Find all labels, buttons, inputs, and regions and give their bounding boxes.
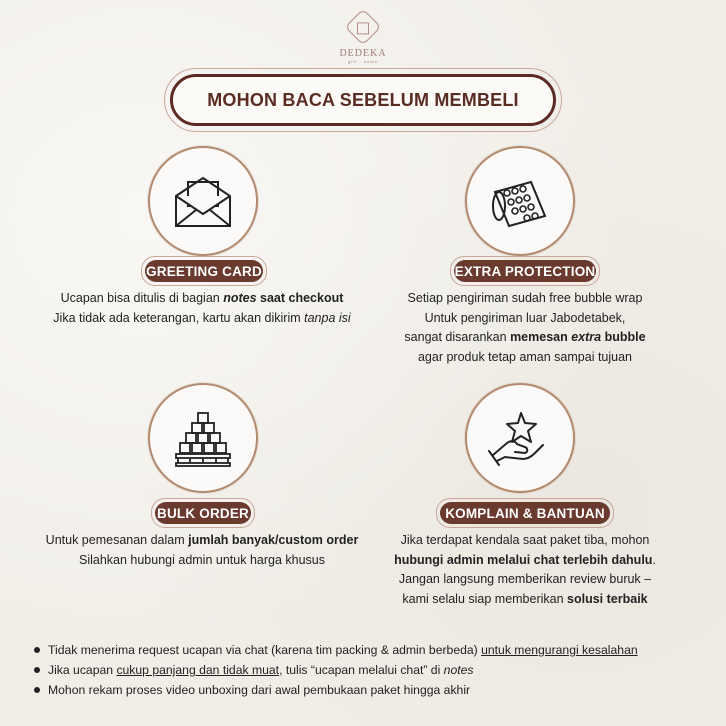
- complaint-icon-circle: [465, 383, 575, 493]
- complaint-line-1: Jika terdapat kendala saat paket tiba, mohon: [400, 533, 650, 547]
- protection-line-2: Untuk pengiriman luar Jabodetabek,: [424, 310, 626, 325]
- list-item: Tidak menerima request ucapan via chat (karena tim packing & admin berbeda) untuk mengurangi kesalahan: [34, 640, 714, 660]
- hand-star-icon: [485, 403, 555, 473]
- boxes-pallet-icon: [168, 403, 238, 473]
- greeting-card-description: [22, 289, 382, 328]
- protection-line-4: agar produk tetap aman sampai tujuan: [417, 349, 633, 364]
- logo-tagline: gift · home: [348, 59, 378, 64]
- greeting-line-1: Ucapan bisa ditulis di bagian notes saat checkout: [60, 291, 344, 305]
- notes-list: [34, 640, 714, 700]
- complaint-line-4: kami selalu siap memberikan solusi terbaik: [402, 591, 648, 606]
- extra-protection-icon-circle: [465, 146, 575, 256]
- bulk-order-description: [22, 531, 382, 570]
- envelope-icon: [168, 166, 238, 236]
- bulk-order-icon-circle: [148, 383, 258, 493]
- title-banner: [170, 74, 556, 126]
- greeting-card-label: GREETING CARD: [145, 260, 263, 282]
- list-item: Mohon rekam proses video unboxing dari awal pembukaan paket hingga akhir: [34, 680, 714, 700]
- brand-logo: [337, 10, 389, 64]
- protection-line-1: Setiap pengiriman sudah free bubble wrap: [407, 291, 643, 305]
- bulk-line-1: Untuk pemesanan dalam jumlah banyak/custom order: [45, 533, 359, 547]
- bubble-wrap-icon: [485, 166, 555, 236]
- bulk-order-label: BULK ORDER: [155, 502, 251, 524]
- logo-name: DEDEKA: [339, 48, 387, 59]
- greeting-card-icon-circle: [148, 146, 258, 256]
- complaint-line-2: hubungi admin melalui chat terlebih dahulu.: [394, 552, 656, 567]
- list-item: Jika ucapan cukup panjang dan tidak muat, tulis “ucapan melalui chat” di notes: [34, 660, 714, 680]
- complaint-line-3: Jangan langsung memberikan review buruk –: [398, 572, 652, 586]
- extra-protection-label: EXTRA PROTECTION: [454, 260, 596, 282]
- page-title: MOHON BACA SEBELUM MEMBELI: [207, 89, 519, 110]
- complaint-label: KOMPLAIN & BANTUAN: [440, 502, 610, 524]
- extra-protection-description: [350, 289, 700, 367]
- bulk-line-2: Silahkan hubungi admin untuk harga khusus: [78, 552, 325, 567]
- protection-line-3: sangat disarankan memesan extra bubble: [404, 330, 646, 344]
- complaint-description: [350, 531, 700, 609]
- house-logo-icon: [345, 9, 382, 46]
- greeting-line-2: Jika tidak ada keterangan, kartu akan dikirim tanpa isi: [53, 310, 351, 325]
